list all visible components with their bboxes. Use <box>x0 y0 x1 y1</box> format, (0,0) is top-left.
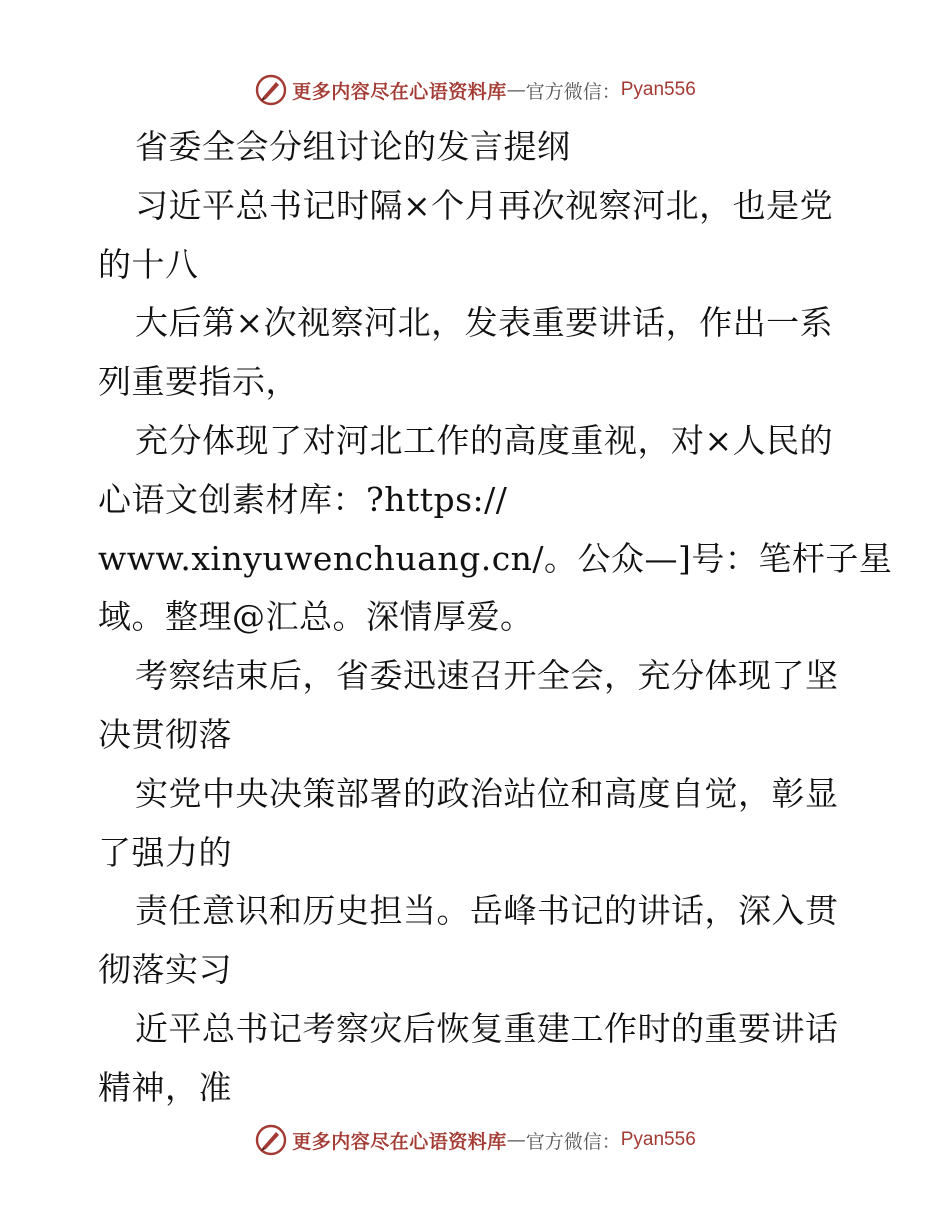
paragraph-line: 习近平总书记时隔×个月再次视察河北，也是党 <box>135 185 834 225</box>
paragraph-line: 决贯彻落 <box>98 714 232 754</box>
footer-wechat-label: 官方微信： <box>525 1130 621 1153</box>
paragraph-line: 近平总书记考察灾后恢复重建工作时的重要讲话 <box>135 1008 839 1048</box>
footer-dash: — <box>506 1129 526 1151</box>
document-body <box>98 118 893 1118</box>
paragraph-line: 考察结束后，省委迅速召开全会，充分体现了坚 <box>135 656 839 696</box>
header-wechat-label: 官方微信： <box>525 80 621 103</box>
header-brand-text: 更多内容尽在心语资料库 <box>292 80 507 103</box>
paragraph-line: 充分体现了对河北工作的高度重视，对×人民的 <box>135 420 834 460</box>
paragraph-line: www.xinyuwenchuang.cn/。公众—]号：笔杆子星 <box>98 538 893 578</box>
paragraph-line: 了强力的 <box>98 832 232 872</box>
paragraph-line: 心语文创素材库：?https:// <box>98 479 508 519</box>
document-title: 省委全会分组讨论的发言提纲 <box>135 127 571 166</box>
paragraph-line: 列重要指示， <box>98 362 299 402</box>
paragraph-line: 彻落实习 <box>98 950 232 990</box>
paragraph-line: 责任意识和历史担当。岳峰书记的讲话，深入贯 <box>135 891 839 931</box>
paragraph-line: 的十八 <box>98 244 199 284</box>
header-wechat-id: Pyan556 <box>620 79 696 100</box>
pen-logo-icon <box>254 73 288 107</box>
paragraph-line: 精神，准 <box>98 1067 232 1107</box>
footer-brand-text: 更多内容尽在心语资料库 <box>292 1130 507 1153</box>
header-watermark <box>0 70 950 110</box>
header-dash: — <box>506 79 526 101</box>
paragraph-line: 大后第×次视察河北，发表重要讲话，作出一系 <box>135 303 834 343</box>
pen-logo-icon <box>254 1123 288 1157</box>
footer-watermark <box>0 1120 950 1160</box>
paragraph-line: 域。整理@汇总。深情厚爱。 <box>98 597 534 637</box>
paragraph-line: 实党中央决策部署的政治站位和高度自觉，彰显 <box>135 773 839 813</box>
footer-wechat-id: Pyan556 <box>620 1129 696 1150</box>
